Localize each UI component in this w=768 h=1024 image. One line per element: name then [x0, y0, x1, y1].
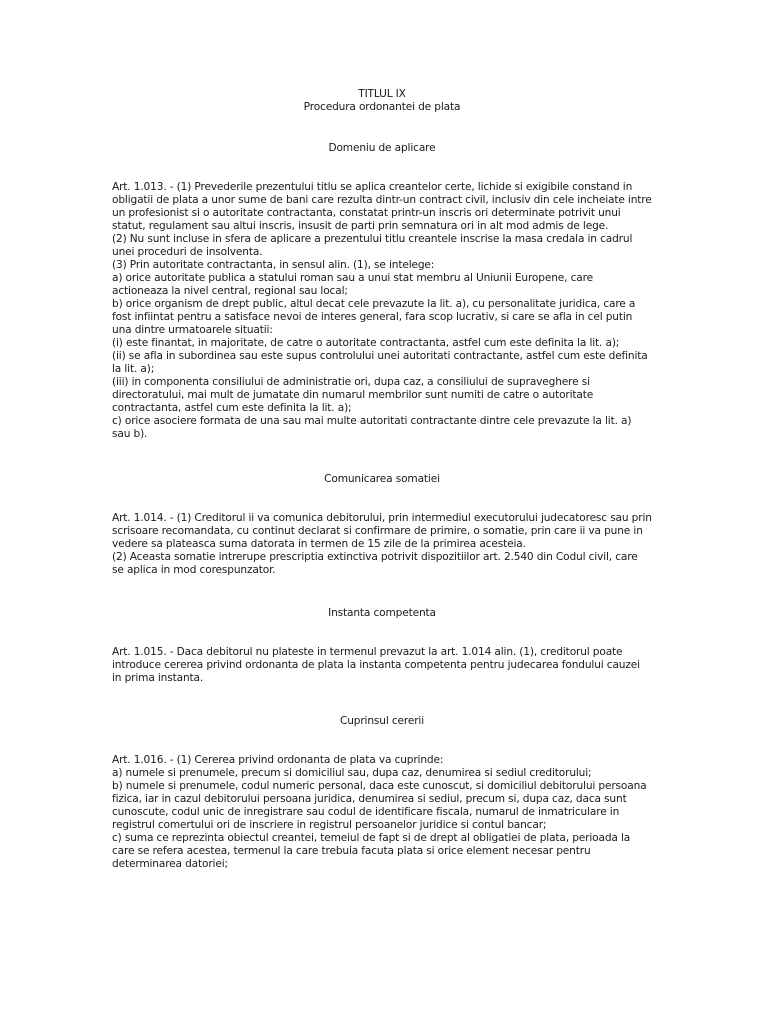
section-heading: Cuprinsul cererii — [339, 715, 425, 727]
article-body — [112, 646, 652, 685]
section-heading: Instanta competenta — [328, 607, 436, 619]
section-comunicarea — [112, 473, 652, 577]
section-heading: Domeniu de aplicare — [328, 142, 436, 154]
paragraph: (i) este finantat, in majoritate, de catre o autoritate contractanta, astfel cum este definita la lit. a); — [112, 337, 620, 349]
paragraph: (3) Prin autoritate contractanta, in sensul alin. (1), se intelege: — [112, 259, 435, 271]
document-page — [112, 88, 652, 871]
section-cuprinsul — [112, 715, 652, 871]
paragraph: Art. 1.016. - (1) Cererea privind ordonanta de plata va cuprinde: — [112, 754, 444, 766]
paragraph: (2) Nu sunt incluse in sfera de aplicare a prezentului titlu creantele inscrise la masa credala in cadrul unei proceduri de insolventa. — [112, 233, 633, 258]
paragraph: c) suma ce reprezinta obiectul creantei, temeiul de fapt si de drept al obligatiei de plata, perioada la care se refera acestea, termenul la care trebuia facuta plata si orice element necesar pentru determinarea datoriei; — [112, 832, 631, 870]
paragraph: (2) Aceasta somatie intrerupe prescriptia extinctiva potrivit dispozitiilor art. 2.540 din Codul civil, care se aplica in mod corespunzator. — [112, 551, 638, 576]
article-body — [112, 181, 652, 441]
paragraph: Art. 1.014. - (1) Creditorul ii va comunica debitorului, prin intermediul executorului judecatoresc sau prin scrisoare recomandata, cu continut declarat si confirmare de primire, o somatie, prin care ii va pune in vedere sa plateasca suma datorata in termen de 15 zile de la primirea acesteia. — [112, 512, 652, 550]
section-domeniu — [112, 142, 652, 441]
paragraph: b) orice organism de drept public, altul decat cele prevazute la lit. a), cu personalitate juridica, care a fost infiintat pentru a satisface nevoi de interes general, fara scop lucrativ, si care se afla in cel putin una dintre urmatoarele situatii: — [112, 298, 636, 336]
paragraph: a) orice autoritate publica a statului roman sau a unui stat membru al Uniunii Europene, care actioneaza la nivel central, regional sau local; — [112, 272, 593, 297]
paragraph: (ii) se afla in subordinea sau este supus controlului unei autoritati contractante, astfel cum este definita la lit. a); — [112, 350, 648, 375]
paragraph: a) numele si prenumele, precum si domiciliul sau, dupa caz, denumirea si sediul creditorului; — [112, 767, 592, 779]
paragraph: (iii) in componenta consiliului de administratie ori, dupa caz, a consiliului de supraveghere si directoratului, mai mult de jumatate din numarul membrilor sunt numiti de catre o autoritate contractanta, astfel cum este definita la lit. a); — [112, 376, 594, 414]
paragraph: b) numele si prenumele, codul numeric personal, daca este cunoscut, si domiciliul debitorului persoana fizica, iar in cazul debitorului persoana juridica, denumirea si sediul, precum si, dupa caz, daca sunt cunoscute, codul unic de inregistrare sau codul de identificare fiscala, numarul de inmatriculare in registrul comertului ori de inscriere in registrul persoanelor juridice si contul bancar; — [112, 780, 647, 831]
document-title: TITLUL IX — [358, 88, 406, 100]
paragraph: Art. 1.015. - Daca debitorul nu plateste in termenul prevazut la art. 1.014 alin. (1), creditorul poate introduce cererea privind ordonanta de plata la instanta competenta pentru judecarea fondului cauzei in prima instanta. — [112, 646, 640, 684]
paragraph: Art. 1.013. - (1) Prevederile prezentului titlu se aplica creantelor certe, lichide si exigibile constand in obligatii de plata a unor sume de bani care rezulta dintr-un contract civil, inclusiv din cele incheiate intre un profesionist si o autoritate contractanta, constatat printr-un inscris ori determinate potrivit unui statut, regulament sau altui inscris, insusit de parti prin semnatura ori in alt mod admis de lege. — [112, 181, 652, 232]
document-subtitle: Procedura ordonantei de plata — [303, 101, 461, 113]
section-heading: Comunicarea somatiei — [324, 473, 440, 485]
section-instanta — [112, 607, 652, 685]
article-body — [112, 754, 652, 871]
paragraph: c) orice asociere formata de una sau mai multe autoritati contractante dintre cele prevazute la lit. a) sau b). — [112, 415, 632, 440]
article-body — [112, 512, 652, 577]
